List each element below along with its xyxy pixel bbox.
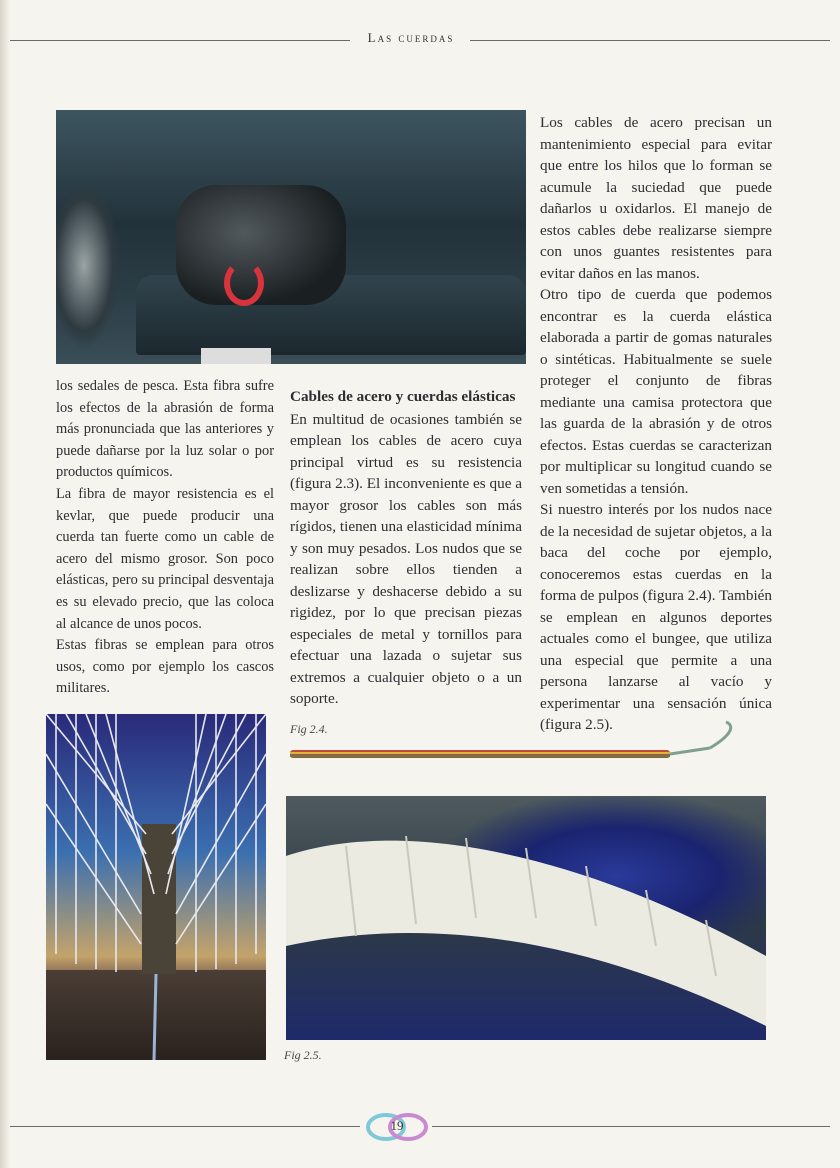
bungee-cord-drawing: [290, 718, 760, 780]
header-rule-right: [470, 40, 830, 41]
walkway-line: [154, 974, 156, 1060]
running-header: Las cuerdas: [367, 30, 455, 45]
footer-rule-right: [432, 1126, 830, 1127]
paragraph: Otro tipo de cuerda que podemos encontrar es la cuerda elástica elaborada a partir de gomas naturales o sintéticas. Habitualmente se suele proteger el conjunto de fibras mediante una camisa protectora que las guarda de la abrasión y de otros efectos. Estas cuerdas se caracterizan por multiplicar su longitud cuando se ven sometidas a tensión.: [540, 286, 772, 497]
paragraph: En multitud de ocasiones también se emplean los cables de acero cuya principal virtud es su resistencia (figura 2.3). El inconveniente es que a mayor grosor los cables son más rígidos, tienen una elasticidad mínima y son muy pesados. Los nudos que se realizan sobre ellos tienden a deslizarse y deshacerse debido a su rigidez, por lo que precisan piezas especiales de metal y tornillos para efectuar una lazada o sujetar sus extremos a cualquier objeto o a un soporte.: [290, 410, 522, 707]
section-heading: Cables de acero y cuerdas elásticas: [290, 388, 516, 405]
elastic-rope-photo: [286, 796, 766, 1040]
bungee-cord-photo: [290, 718, 760, 780]
column-left: [56, 376, 274, 700]
paragraph: Los cables de acero precisan un mantenimiento especial para evitar que entre los hilos que lo forman se acumule la suciedad que puede dañarlos u oxidarlos. El manejo de estos cables debe realizarse siempre con unos guantes resistentes para evitar daños en las manos.: [540, 114, 772, 282]
paragraph: Si nuestro interés por los nudos nace de la necesidad de sujetar objetos, a la baca del coche por ejemplo, conoceremos estas cuerdas en la forma de pulpos (figura 2.4). También se emplean en algunos deportes actuales como el bungee, que utiliza una especial que permite a una persona lanzarse al vacío y experimentar una sensación única (figura 2.5).: [540, 501, 772, 733]
footer-rule-left: [10, 1126, 360, 1127]
figure-caption: Fig 2.4.: [290, 722, 328, 736]
page-binding-edge: [0, 0, 10, 1168]
paragraph: La fibra de mayor resistencia es el kevlar, que puede producir una cuerda tan fuerte como un cable de acero del mismo grosor. Son poco elásticas, pero su principal desventaja es su elevado precio, que las coloca al alcance de unos pocos.: [56, 485, 274, 632]
bridge-tower: [142, 824, 176, 974]
figure-caption: Fig 2.5.: [284, 1048, 322, 1062]
header-rule-left: [10, 40, 350, 41]
bridge-cables-drawing: [46, 714, 266, 1060]
bungee-hook: [670, 722, 731, 754]
license-plate: [201, 348, 271, 364]
column-middle: [290, 386, 522, 710]
column-right: [540, 112, 772, 736]
bridge-cables-photo: [46, 714, 266, 1060]
paragraph: Estas fibras se emplean para otros usos, como por ejemplo los cascos militares.: [56, 637, 274, 697]
winch-photo: [56, 110, 526, 364]
paragraph: los sedales de pesca. Esta fibra sufre los efectos de la abrasión de forma más pronunciada que las anteriores y puede dañarse por la luz solar o por productos químicos.: [56, 378, 274, 481]
rope-body: [286, 841, 766, 1026]
page-number: 19: [390, 1118, 404, 1133]
winch-hook: [224, 260, 264, 306]
rope-drawing: [286, 796, 766, 1040]
